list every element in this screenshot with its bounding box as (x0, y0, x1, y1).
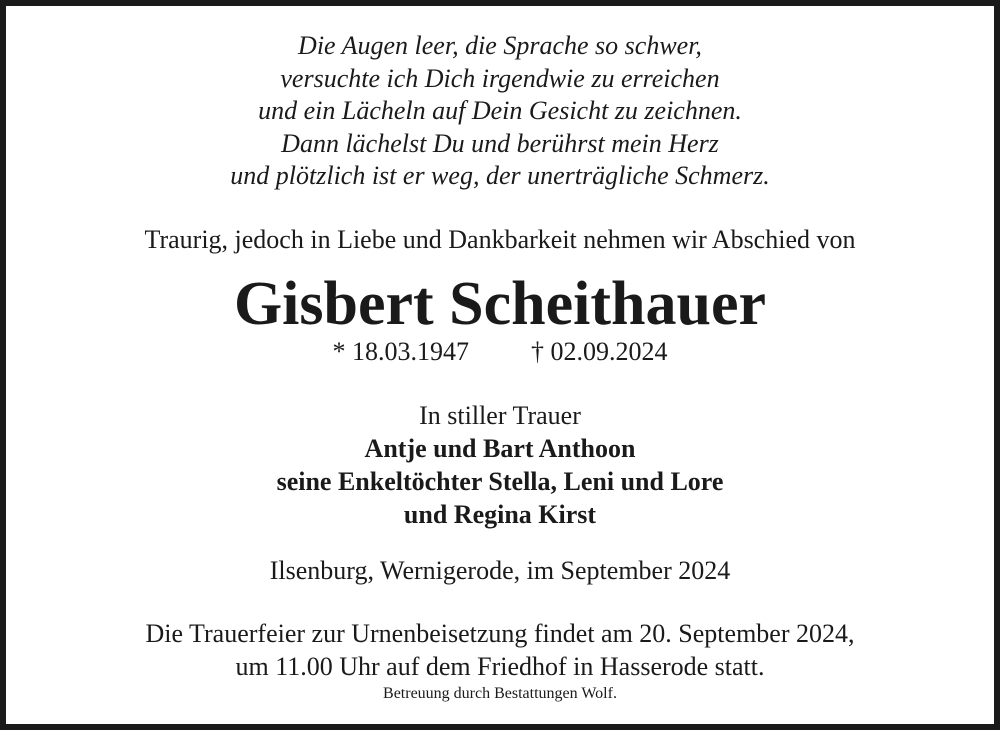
poem-line: Die Augen leer, die Sprache so schwer, (298, 31, 702, 60)
funeral-care-note: Betreuung durch Bestattungen Wolf. (383, 685, 617, 702)
poem-line: versuchte ich Dich irgendwie zu erreichen (280, 63, 720, 93)
ceremony-line: um 11.00 Uhr auf dem Friedhof in Hasserode statt. (235, 652, 765, 681)
mourner-line: Antje und Bart Anthoon (364, 434, 636, 463)
poem-line: und ein Lächeln auf Dein Gesicht zu zeichnen. (258, 96, 742, 125)
life-dates (6, 336, 994, 368)
mourner-line: seine Enkeltöchter Stella, Leni und Lore (276, 467, 724, 496)
deceased-name: Gisbert Scheithauer (233, 270, 767, 338)
poem-line: und plötzlich ist er weg, der unerträgliche Schmerz. (230, 161, 770, 190)
poem (6, 30, 994, 193)
poem-line: Dann lächelst Du und berührst mein Herz (281, 128, 719, 158)
death-date: † 02.09.2024 (531, 337, 668, 366)
place-and-date: Ilsenburg, Wernigerode, im September 2024 (269, 556, 731, 585)
mourners-block (6, 399, 994, 531)
mourning-heading: In stiller Trauer (419, 401, 581, 430)
mourner-line: und Regina Kirst (403, 500, 597, 529)
ceremony-line: Die Trauerfeier zur Urnenbeisetzung findet am 20. September 2024, (145, 619, 855, 648)
birth-date: * 18.03.1947 (332, 337, 469, 366)
ceremony-info (6, 617, 994, 683)
farewell-intro: Traurig, jedoch in Liebe und Dankbarkeit nehmen wir Abschied von (144, 225, 856, 254)
